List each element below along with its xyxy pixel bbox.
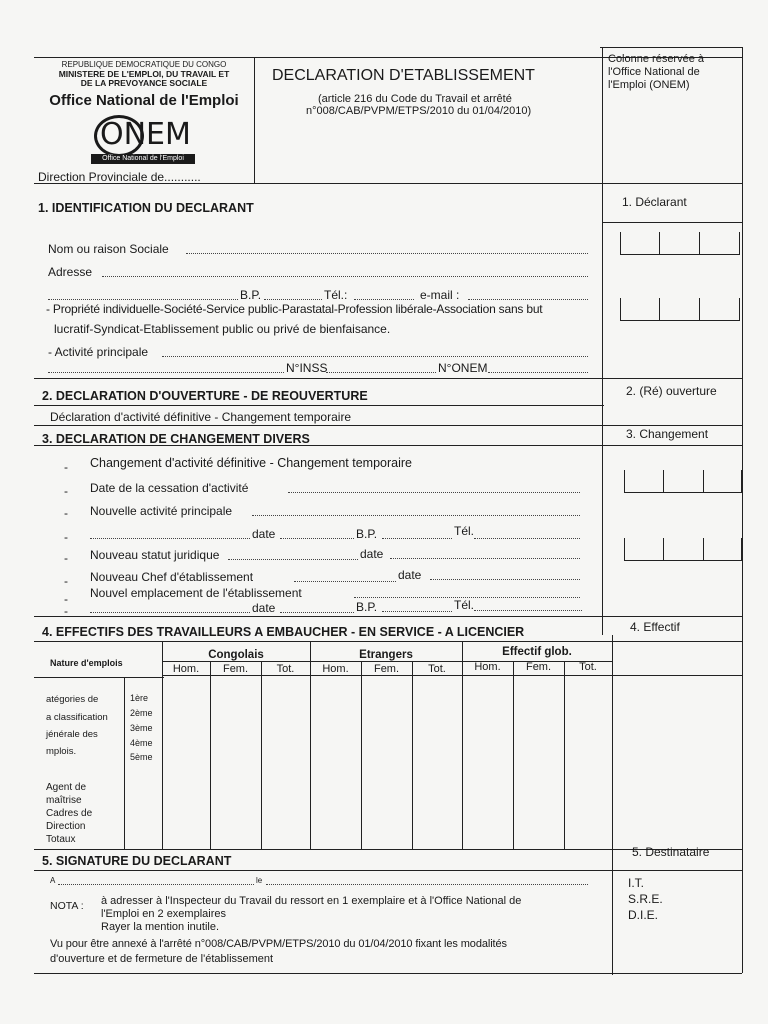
nonem-label: N°ONEM: [438, 361, 488, 375]
sub-tot-1: Tot.: [276, 663, 295, 675]
activite-suite-field[interactable]: [90, 538, 250, 539]
onem-number-field[interactable]: [326, 372, 436, 373]
reserved-column-text-1: Colonne réservée à: [608, 53, 705, 65]
form-subtitle-1: (article 216 du Code du Travail et arrêté: [318, 93, 512, 105]
bp-label: B.P.: [240, 288, 262, 302]
destinataire-sre: S.R.E.: [628, 892, 663, 906]
reserved-column-text-2: l'Office National de: [608, 66, 700, 78]
section3-top: [34, 425, 742, 426]
nota-text-3: Rayer la mention inutile.: [101, 921, 220, 933]
tel-label-3a: Tél.: [454, 524, 475, 538]
table-col-8: [564, 661, 565, 849]
nouvelle-activite-field[interactable]: [252, 515, 580, 516]
changement-item-5: Nouveau statut juridique: [90, 548, 220, 562]
sub-tot-3: Tot.: [579, 661, 597, 673]
table-col-2: [261, 661, 262, 849]
signature-le-label: le: [256, 876, 263, 885]
adresse-label: Adresse: [48, 265, 93, 279]
section2-top: [34, 378, 742, 379]
section1-title: 1. IDENTIFICATION DU DECLARANT: [38, 201, 254, 215]
date-field-3[interactable]: [430, 579, 580, 580]
activite-field[interactable]: [162, 356, 588, 357]
signature-date-field[interactable]: [266, 884, 588, 885]
side-effectif: 4. Effectif: [630, 620, 680, 634]
bp-label-3a: B.P.: [356, 527, 378, 541]
adresse-field[interactable]: [102, 276, 588, 277]
side-1-divider: [602, 222, 742, 223]
logo-text: ONEM: [100, 117, 191, 152]
email-field[interactable]: [468, 299, 588, 300]
code-box-changement-2[interactable]: [624, 538, 742, 561]
vu-text-2: d'ouverture et de fermeture de l'établissement: [50, 953, 274, 965]
signature-a-label: A: [50, 876, 56, 885]
level-5: 5ème: [130, 752, 153, 762]
section5-title: 5. SIGNATURE DU DECLARANT: [42, 854, 232, 868]
chef-field[interactable]: [294, 581, 396, 582]
ministry-text-2: DE LA PREVOYANCE SOCIALE: [80, 78, 208, 88]
tel-field-3a[interactable]: [474, 538, 580, 539]
side-reouverture: 2. (Ré) ouverture: [626, 384, 717, 398]
date-label-3: date: [398, 568, 422, 582]
section3-title: 3. DECLARATION DE CHANGEMENT DIVERS: [42, 432, 310, 446]
table-col-level: [124, 677, 125, 849]
agent-label-2: maîtrise: [46, 795, 82, 806]
sub-fem-2: Fem.: [373, 663, 400, 675]
date-field-1[interactable]: [280, 538, 354, 539]
table-col-1: [210, 661, 211, 849]
table-col-7: [513, 661, 514, 849]
inss-field[interactable]: [48, 372, 284, 373]
reserved-column-text-3: l'Emploi (ONEM): [608, 79, 690, 91]
group-congolais: Congolais: [208, 649, 264, 661]
bp-field-3b[interactable]: [382, 611, 452, 612]
nota-text-1: à adresser à l'Inspecteur du Travail du ressort en 1 exemplaire et à l'Office National de: [101, 895, 522, 907]
signature-place-field[interactable]: [58, 884, 254, 885]
emplacement-suite-field[interactable]: [90, 612, 250, 613]
section4-title: 4. EFFECTIFS DES TRAVAILLEURS A EMBAUCHER - EN SERVICE - A LICENCIER: [42, 625, 525, 639]
date-label-4: date: [252, 601, 276, 615]
email-label: e-mail :: [420, 288, 460, 302]
categories-label-3: jénérale des: [46, 729, 98, 740]
sub-tot-2: Tot.: [428, 663, 446, 675]
nature-emplois-header: Nature d'emplois: [50, 658, 123, 668]
activite-label: - Activité principale: [48, 345, 149, 359]
side-declarant: 1. Déclarant: [622, 195, 687, 209]
categories-label-1: atégories de: [46, 694, 99, 705]
direction-provinciale: Direction Provinciale de...........: [38, 170, 201, 184]
section2-line: Déclaration d'activité définitive - Changement temporaire: [50, 410, 352, 424]
level-2: 2ème: [130, 708, 153, 718]
level-1: 1ère: [130, 693, 149, 703]
table-col-5: [412, 661, 413, 849]
nota-label: NOTA :: [50, 900, 84, 912]
section4-title-line: [34, 641, 742, 642]
ministry-text-1: MINISTERE DE L'EMPLOI, DU TRAVAIL ET: [58, 69, 230, 79]
categories-label-2: a classification: [46, 712, 108, 723]
onem-number-field-2[interactable]: [488, 372, 588, 373]
statut-field[interactable]: [228, 559, 358, 560]
changement-item-7: Nouvel emplacement de l'établissement: [90, 586, 302, 600]
changement-item-6: Nouveau Chef d'établissement: [90, 570, 254, 584]
date-label-2: date: [360, 547, 384, 561]
propriete-text-1: - Propriété individuelle-Société-Service public-Parastatal-Profession libérale-Association sans but: [46, 302, 543, 316]
destinataire-die: D.I.E.: [628, 908, 659, 922]
date-field-2[interactable]: [390, 558, 580, 559]
bp-field-3a[interactable]: [382, 538, 452, 539]
cessation-field[interactable]: [288, 492, 580, 493]
ninss-label: N°INSS: [286, 361, 328, 375]
sub-hom-1: Hom.: [172, 663, 200, 675]
side-destinataire: 5. Destinataire: [632, 845, 710, 859]
changement-item-1: Changement d'activité définitive - Changement temporaire: [90, 456, 413, 470]
level-3: 3ème: [130, 723, 153, 733]
code-box-changement-1[interactable]: [624, 470, 742, 493]
adresse-field-2[interactable]: [48, 299, 238, 300]
tel-label: Tél.:: [324, 288, 348, 302]
form-subtitle-2: n°008/CAB/PVPM/ETPS/2010 du 01/04/2010): [306, 105, 532, 117]
side-changement: 3. Changement: [626, 427, 709, 441]
sub-hom-3: Hom.: [474, 661, 501, 673]
propriete-text-2: lucratif-Syndicat-Etablissement public ou privé de bienfaisance.: [54, 322, 391, 336]
changement-item-2: Date de la cessation d'activité: [90, 481, 249, 495]
date-label-1: date: [252, 527, 276, 541]
header-divider: [254, 57, 255, 183]
logo-caption: Office National de l'Emploi: [91, 154, 195, 164]
categories-label-4: mplois.: [46, 746, 77, 757]
vu-text-1: Vu pour être annexé à l'arrêté n°008/CAB/PVPM/ETPS/2010 du 01/04/2010 fixant les modalités: [50, 938, 507, 950]
group-etrangers: Etrangers: [359, 649, 413, 661]
nom-label: Nom ou raison Sociale: [48, 242, 169, 256]
cadres-label-2: Direction: [46, 821, 86, 832]
office-name: Office National de l'Emploi: [49, 92, 239, 109]
nature-header-line: [34, 677, 164, 678]
totaux-label: Totaux: [46, 834, 76, 845]
destinataire-it: I.T.: [628, 876, 645, 890]
changement-item-3: Nouvelle activité principale: [90, 504, 233, 518]
reserved-divider-lower: [612, 635, 613, 975]
group-effectif-glob: Effectif glob.: [502, 646, 572, 658]
level-4: 4ème: [130, 738, 153, 748]
republic-text: REPUBLIQUE DEMOCRATIQUE DU CONGO: [61, 60, 227, 69]
cadres-label-1: Cadres de: [46, 808, 93, 819]
code-box-declarant-2[interactable]: [620, 298, 740, 321]
bp-label-3b: B.P.: [356, 600, 378, 614]
right-border: [742, 47, 743, 973]
nota-text-2: l'Emploi en 2 exemplaires: [101, 908, 226, 920]
reserved-divider: [602, 47, 603, 635]
bottom-border: [34, 973, 742, 974]
section4-top: [34, 616, 742, 617]
section5-title-line: [34, 870, 742, 871]
section2-title: 2. DECLARATION D'OUVERTURE - DE REOUVERTURE: [42, 389, 368, 403]
form-title: DECLARATION D'ETABLISSEMENT: [272, 67, 535, 84]
reserved-top-border: [600, 47, 742, 48]
date-field-4[interactable]: [280, 612, 354, 613]
sub-fem-1: Fem.: [222, 663, 249, 675]
section2-title-line: [34, 405, 604, 406]
sub-hom-2: Hom.: [322, 663, 349, 675]
sub-header-line: [162, 675, 742, 676]
nom-field[interactable]: [186, 253, 588, 254]
code-box-declarant-1[interactable]: [620, 232, 740, 255]
tel-label-3b: Tél.: [454, 598, 475, 612]
sub-fem-3: Fem.: [525, 661, 552, 673]
tel-field-3b[interactable]: [474, 610, 582, 611]
tel-field[interactable]: [354, 299, 414, 300]
bp-field[interactable]: [264, 299, 322, 300]
agent-label-1: Agent de: [46, 782, 87, 793]
table-col-4: [361, 661, 362, 849]
